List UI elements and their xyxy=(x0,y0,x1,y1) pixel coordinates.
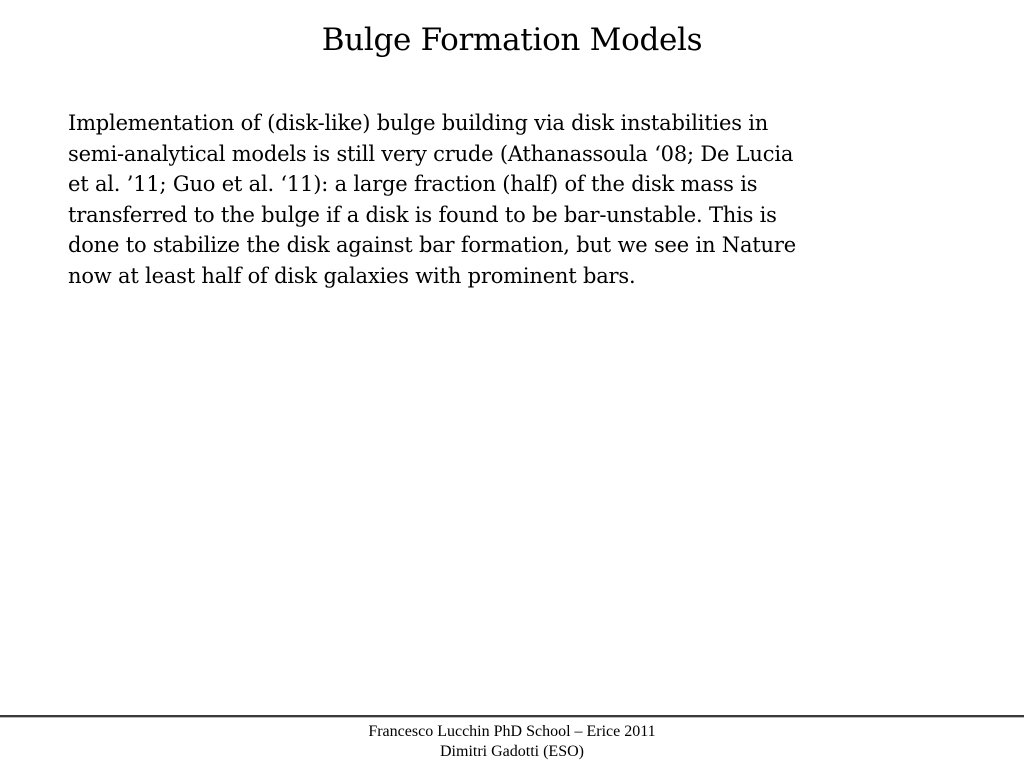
body-line: transferred to the bulge if a disk is found to be bar-unstable. This is xyxy=(68,202,777,227)
body-line: semi-analytical models is still very crude (Athanassoula ‘08; De Lucia xyxy=(68,141,794,166)
footer xyxy=(0,722,1024,762)
body-line: Implementation of (disk-like) bulge building via disk instabilities in xyxy=(68,111,769,135)
body-line: now at least half of disk galaxies with prominent bars. xyxy=(68,263,636,288)
footer-divider xyxy=(0,715,1024,718)
body-paragraph xyxy=(68,108,948,291)
footer-author-line: Dimitri Gadotti (ESO) xyxy=(440,743,584,760)
body-line: done to stabilize the disk against bar formation, but we see in Nature xyxy=(68,233,796,257)
body-line: et al. ’11; Guo et al. ‘11): a large fraction (half) of the disk mass is xyxy=(68,172,758,196)
slide-title: Bulge Formation Models xyxy=(321,22,703,58)
footer-event-line: Francesco Lucchin PhD School – Erice 2011 xyxy=(368,723,656,740)
